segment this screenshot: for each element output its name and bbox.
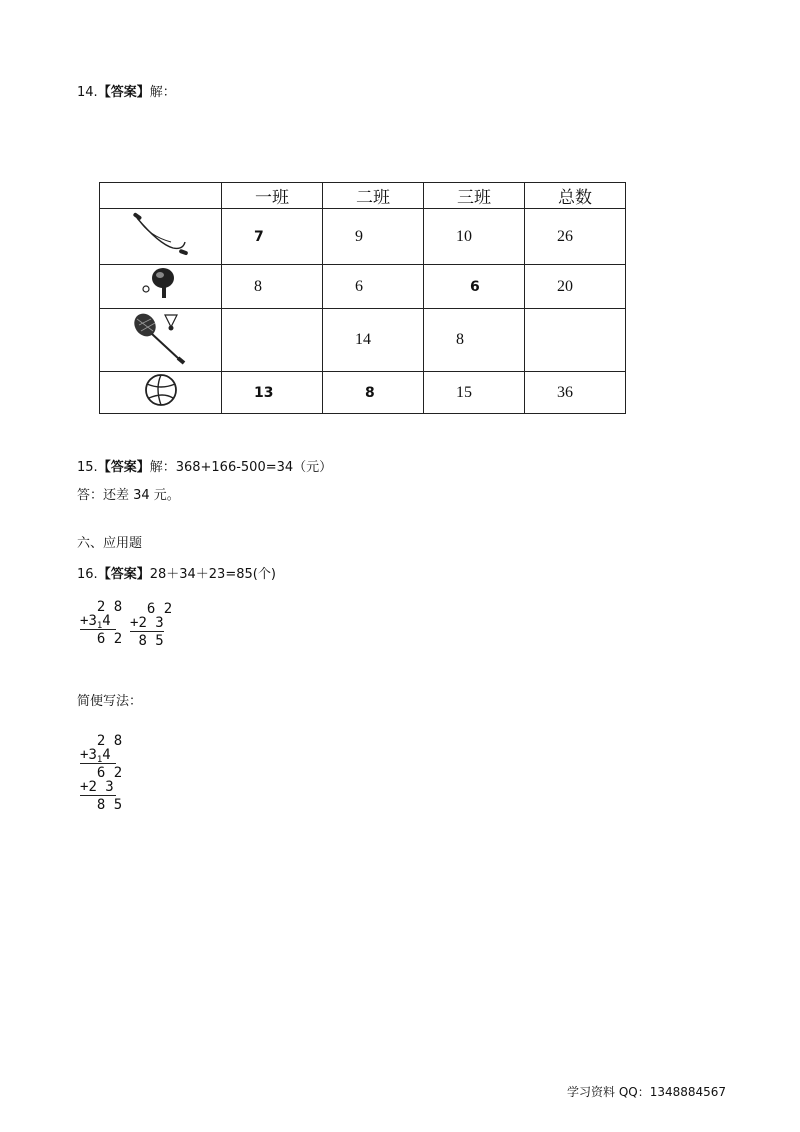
calc-row bbox=[80, 766, 122, 780]
calc-value: 2 3 bbox=[88, 779, 114, 795]
table-cell: 14 bbox=[323, 309, 424, 372]
calc-value: 3 bbox=[88, 747, 97, 763]
table-cell: 10 bbox=[424, 209, 525, 265]
calc-row bbox=[130, 616, 172, 630]
header-cell: 二班 bbox=[323, 183, 424, 209]
vertical-calc-3 bbox=[80, 734, 122, 812]
vertical-calc-1 bbox=[80, 600, 122, 646]
table-cell: 6 bbox=[323, 265, 424, 309]
badminton-racket-icon bbox=[100, 309, 222, 372]
q15-answer-tag: 【答案】 bbox=[97, 460, 150, 475]
q16-answer-tag: 【答案】 bbox=[97, 567, 150, 582]
table-row bbox=[100, 265, 626, 309]
calc-value: 6 2 bbox=[96, 765, 123, 781]
q14-heading bbox=[77, 81, 176, 100]
calc-value: 3 bbox=[88, 613, 97, 629]
calc-row bbox=[80, 734, 122, 748]
calc-value: 8 5 bbox=[96, 797, 123, 813]
calc-value: 8 5 bbox=[138, 633, 164, 649]
calc-row bbox=[80, 632, 122, 646]
table-cell: 8 bbox=[424, 309, 525, 372]
calc-line bbox=[80, 795, 116, 796]
q14-tail: 解： bbox=[149, 85, 176, 100]
calc-row bbox=[130, 602, 172, 616]
table-cell: 13 bbox=[222, 372, 323, 414]
calc-op: + bbox=[130, 615, 139, 631]
table-cell: 15 bbox=[424, 372, 525, 414]
q15-number: 15. bbox=[77, 460, 98, 475]
calc-value: 4 bbox=[102, 747, 111, 763]
table-header-row bbox=[100, 183, 626, 209]
q15-tail: 解：368+166-500=34（元） bbox=[149, 460, 333, 475]
table-cell: 6 bbox=[424, 265, 525, 309]
calc-value: 2 8 bbox=[96, 733, 123, 749]
q14-answer-tag: 【答案】 bbox=[97, 85, 150, 100]
calc-op: + bbox=[80, 613, 89, 629]
q16-heading bbox=[77, 563, 276, 582]
table-cell: 7 bbox=[222, 209, 323, 265]
simple-method-label: 简便写法： bbox=[77, 694, 143, 709]
table-cell: 26 bbox=[525, 209, 626, 265]
calc-value: 6 2 bbox=[146, 601, 173, 617]
q16-tail: 28＋34＋23=85(个) bbox=[149, 567, 276, 582]
header-cell bbox=[100, 183, 222, 209]
volleyball-icon bbox=[100, 372, 222, 414]
calc-row bbox=[80, 747, 122, 765]
ping-pong-paddle-icon bbox=[100, 265, 222, 309]
calc-value: 2 3 bbox=[138, 615, 164, 631]
carry-mark: 1 bbox=[96, 755, 103, 765]
table-cell: 9 bbox=[323, 209, 424, 265]
jump-rope-icon bbox=[100, 209, 222, 265]
calc-op: + bbox=[80, 747, 89, 763]
table-cell: 20 bbox=[525, 265, 626, 309]
header-cell: 三班 bbox=[424, 183, 525, 209]
table-cell bbox=[525, 309, 626, 372]
table-row bbox=[100, 309, 626, 372]
table-cell: 36 bbox=[525, 372, 626, 414]
q15-answer: 答：还差 34 元。 bbox=[77, 488, 180, 503]
calc-row bbox=[80, 780, 122, 794]
calc-row bbox=[130, 634, 172, 648]
calc-value: 2 8 bbox=[96, 599, 123, 615]
footer-contact: 学习资料 QQ：1348884567 bbox=[567, 1085, 727, 1099]
q16-number: 16. bbox=[77, 567, 98, 582]
calc-value: 6 2 bbox=[96, 631, 123, 647]
header-cell: 总数 bbox=[525, 183, 626, 209]
sports-table bbox=[99, 182, 626, 414]
calc-value: 4 bbox=[102, 613, 111, 629]
header-cell: 一班 bbox=[222, 183, 323, 209]
table-row bbox=[100, 209, 626, 265]
calc-line bbox=[130, 631, 164, 632]
table-cell: 8 bbox=[222, 265, 323, 309]
section-title: 六、应用题 bbox=[77, 536, 143, 551]
calc-row bbox=[80, 613, 122, 631]
table-cell bbox=[222, 309, 323, 372]
table-row bbox=[100, 372, 626, 414]
vertical-calc-2 bbox=[130, 602, 172, 648]
table-cell: 8 bbox=[323, 372, 424, 414]
calc-op: + bbox=[80, 779, 89, 795]
carry-mark: 1 bbox=[96, 621, 103, 631]
q15-heading bbox=[77, 456, 332, 475]
calc-row bbox=[80, 600, 122, 614]
calc-row bbox=[80, 798, 122, 812]
q14-number: 14. bbox=[77, 85, 98, 100]
